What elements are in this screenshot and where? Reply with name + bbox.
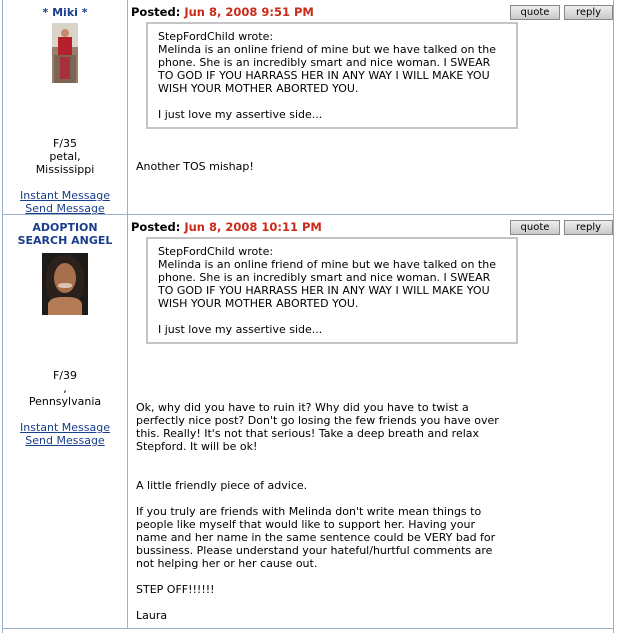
user-state: Mississippi (35, 163, 95, 176)
quote-button[interactable]: quote (510, 5, 560, 20)
send-message-link[interactable]: Send Message (25, 202, 105, 215)
post-paragraph: If you truly are friends with Melinda don't write mean things to people like myself that would like to support her. Having your name and her name in the same sentence could be VERY bad for bussiness. Please understand your hateful/hurtful comments are not helping her or her cause out. (136, 505, 496, 570)
username[interactable]: * Miki * (42, 6, 88, 19)
reply-button[interactable]: reply (564, 5, 613, 20)
user-state: Pennsylvania (28, 395, 102, 408)
post-body (136, 401, 501, 635)
post-signature: Laura (136, 609, 168, 622)
user-age-gender: F/39 (52, 369, 78, 382)
forum-post (3, 0, 613, 215)
post-paragraph: Another TOS mishap! (136, 160, 254, 173)
avatar[interactable] (52, 23, 78, 83)
quote-author: StepFordChild wrote: (158, 30, 274, 43)
user-info (3, 137, 127, 176)
quote-text-2: I just love my assertive side... (158, 323, 323, 336)
instant-message-link[interactable]: Instant Message (20, 189, 110, 202)
quote-block (146, 237, 518, 344)
quote-text: Melinda is an online friend of mine but we have talked on the phone. She is an incredibly smart and nice woman. I SWEAR TO GOD IF YOU HARRASS HER IN ANY WAY I WILL MAKE YOU WISH YOUR MOTHER ABORTED YOU. (158, 258, 496, 310)
post-paragraph: STEP OFF!!!!!! (136, 583, 215, 596)
reply-button[interactable]: reply (564, 220, 613, 235)
post-content (128, 215, 613, 628)
user-info (3, 369, 127, 408)
avatar[interactable] (42, 253, 88, 315)
user-sidebar (3, 215, 128, 628)
post-content (128, 0, 613, 214)
post-paragraph: Ok, why did you have to ruin it? Why did you have to twist a perfectly nice post? Don't go losing the few friends you have over this. Really! It's not that serious! Take a deep breath and relax Stepford. It will be ok! (136, 401, 499, 453)
instant-message-link[interactable]: Instant Message (20, 421, 110, 434)
quote-button[interactable]: quote (510, 220, 560, 235)
post-date: Jun 8, 2008 10:11 PM (184, 220, 322, 234)
post-date: Jun 8, 2008 9:51 PM (184, 5, 314, 19)
user-age-gender: F/35 (52, 137, 78, 150)
forum-post (3, 215, 613, 629)
user-city: petal, (49, 150, 81, 163)
post-header (131, 220, 322, 234)
quote-text-2: I just love my assertive side... (158, 108, 323, 121)
posted-label: Posted: (131, 220, 181, 234)
user-city: , (63, 382, 67, 395)
forum-thread (2, 0, 614, 633)
posted-label: Posted: (131, 5, 181, 19)
quote-text: Melinda is an online friend of mine but we have talked on the phone. She is an incredibly smart and nice woman. I SWEAR TO GOD IF YOU HARRASS HER IN ANY WAY I WILL MAKE YOU WISH YOUR MOTHER ABORTED YOU. (158, 43, 496, 95)
user-sidebar (3, 0, 128, 214)
post-header (131, 5, 314, 19)
quote-block (146, 22, 518, 129)
post-paragraph: A little friendly piece of advice. (136, 479, 308, 492)
quote-author: StepFordChild wrote: (158, 245, 274, 258)
send-message-link[interactable]: Send Message (25, 434, 105, 447)
post-body (136, 160, 501, 186)
username[interactable]: ADOPTION SEARCH ANGEL (17, 221, 113, 247)
